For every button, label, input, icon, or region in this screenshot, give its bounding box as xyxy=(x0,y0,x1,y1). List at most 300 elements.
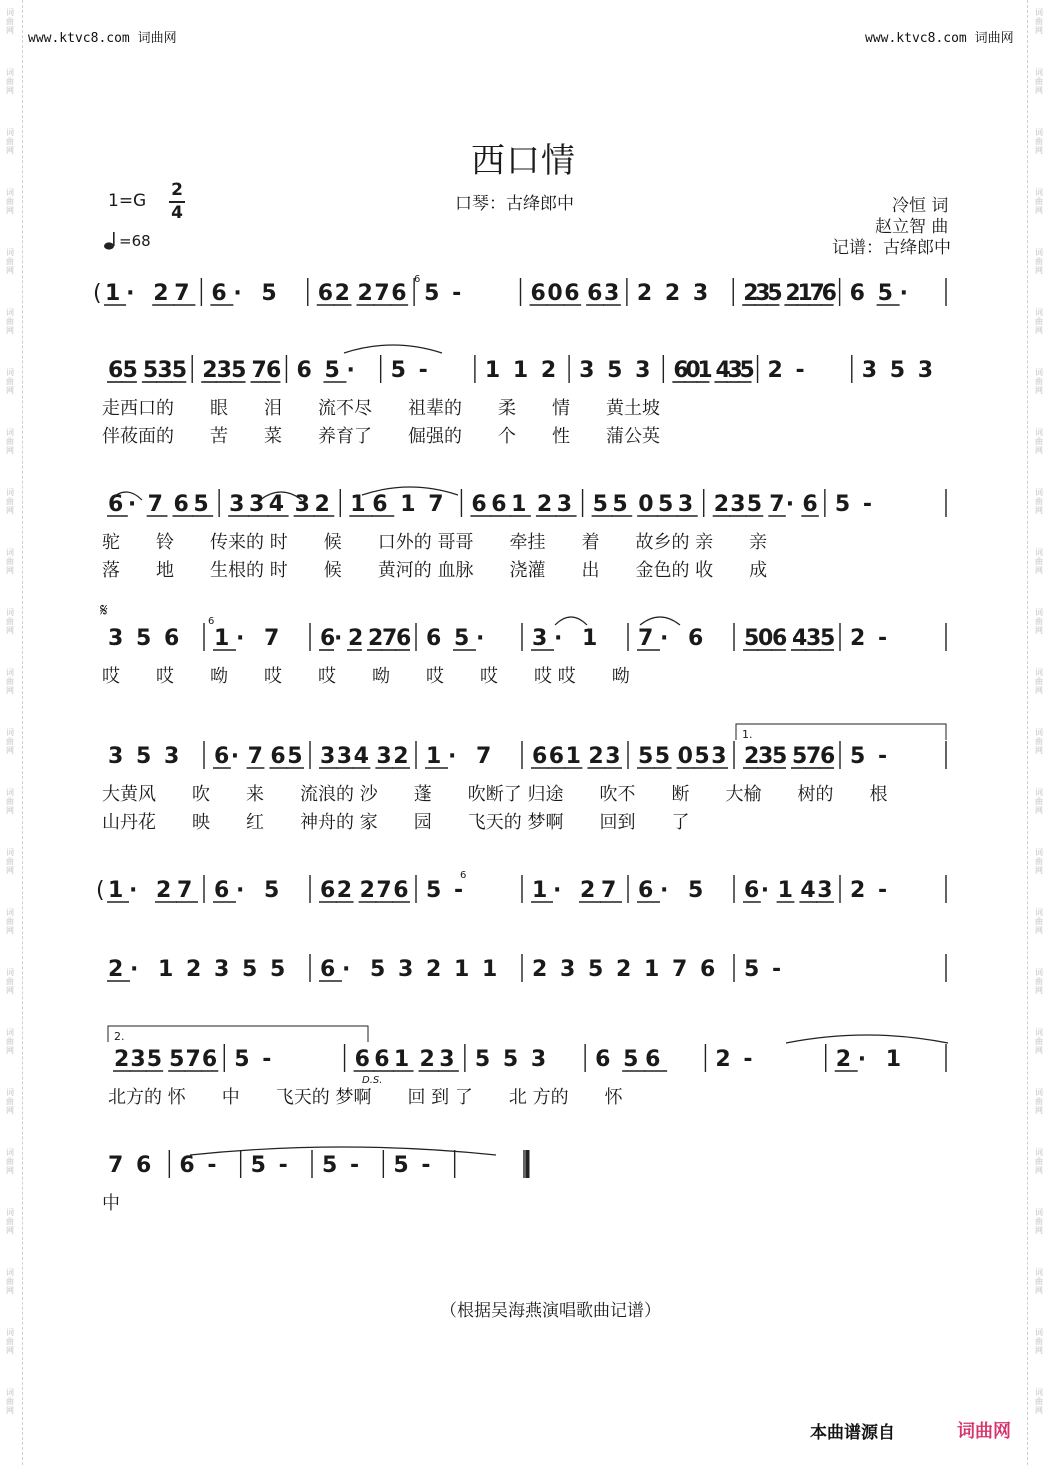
note-glyph: 0 xyxy=(677,744,693,769)
note-glyph: 6 xyxy=(320,626,336,651)
note-glyph: 6 xyxy=(802,492,818,517)
note-glyph: 6 xyxy=(744,878,760,903)
note-glyph: 2 xyxy=(715,1047,731,1072)
note-glyph: - xyxy=(452,281,462,306)
note-glyph: 5 xyxy=(772,744,788,769)
note-glyph: 5 xyxy=(322,1153,338,1178)
note-glyph: 2 xyxy=(636,281,653,306)
right-watermark-mark: 词 曲 网 xyxy=(1035,1148,1043,1175)
grace-note: 6 xyxy=(460,870,467,881)
note-glyph: · xyxy=(346,358,355,383)
note-glyph: 6 xyxy=(173,492,189,517)
note-glyph: 7 xyxy=(809,281,825,306)
note-glyph: 0 xyxy=(685,358,701,383)
right-watermark-mark: 词 曲 网 xyxy=(1035,1268,1043,1295)
note-glyph: 3 xyxy=(711,744,727,769)
note-glyph: 5 xyxy=(744,957,760,982)
note-glyph: · xyxy=(129,878,138,903)
note-glyph: 2 xyxy=(357,281,373,306)
note-glyph: 3 xyxy=(376,744,392,769)
note-glyph: 5 xyxy=(767,281,783,306)
note-glyph: · xyxy=(342,957,351,982)
left-watermark-mark: 词 曲 网 xyxy=(6,1268,14,1295)
time-signature-bottom: 4 xyxy=(171,203,183,223)
note-glyph: 6 xyxy=(201,1047,218,1072)
note-glyph: 6 xyxy=(108,358,124,383)
note-glyph: 1 xyxy=(350,492,366,517)
note-glyph: 6 xyxy=(820,744,836,769)
right-watermark-mark: 词 曲 网 xyxy=(1035,668,1043,695)
note-glyph: · xyxy=(130,957,139,982)
note-glyph: 6 xyxy=(638,878,654,903)
right-watermark-mark: 词 曲 网 xyxy=(1035,68,1043,95)
note-glyph: 2 xyxy=(156,878,172,903)
note-glyph: - xyxy=(350,1153,360,1178)
note-glyph: 5 xyxy=(370,957,386,982)
note-glyph: 3 xyxy=(130,1047,146,1072)
note-glyph: 7 xyxy=(672,957,688,982)
note-glyph: 4 xyxy=(800,878,816,903)
note-glyph: 2 xyxy=(348,626,364,651)
note-glyph: 4 xyxy=(268,492,285,517)
time-signature-top: 2 xyxy=(171,180,183,200)
note-glyph: 5 xyxy=(270,957,286,982)
note-glyph: 5 xyxy=(623,1047,639,1072)
right-watermark-mark: 词 曲 网 xyxy=(1035,548,1043,575)
note-glyph: 1 xyxy=(426,744,442,769)
note-glyph: 5 xyxy=(638,744,654,769)
note-glyph: 5 xyxy=(426,878,442,903)
note-glyph: 2 xyxy=(186,957,202,982)
note-glyph: 1 xyxy=(565,744,581,769)
grace-note: 6 xyxy=(414,274,421,285)
slur-arc xyxy=(190,1147,496,1155)
note-glyph: 6 xyxy=(354,1047,370,1072)
note-glyph: 5 xyxy=(324,358,340,383)
note-glyph: 1 xyxy=(797,281,813,306)
note-glyph: - xyxy=(795,358,805,383)
note-glyph: 1 xyxy=(644,957,660,982)
note-glyph: 5 xyxy=(877,281,893,306)
repeat-paren: ( xyxy=(96,878,105,903)
right-watermark-mark: 词 曲 网 xyxy=(1035,848,1043,875)
note-glyph: 5 xyxy=(612,492,628,517)
note-glyph: 7 xyxy=(476,744,492,769)
note-glyph: 6 xyxy=(821,281,837,306)
note-glyph: 6 xyxy=(391,281,407,306)
note-glyph: - xyxy=(421,1153,431,1178)
grace-note: 6 xyxy=(208,616,215,627)
note-glyph: 3 xyxy=(755,281,771,306)
note-glyph: 6 xyxy=(564,281,580,306)
note-glyph: 6 xyxy=(136,1153,152,1178)
note-glyph: 7 xyxy=(638,626,654,651)
left-watermark-mark: 词 曲 网 xyxy=(6,788,14,815)
note-glyph: 3 xyxy=(758,744,774,769)
note-glyph: 5 xyxy=(250,1153,266,1178)
note-glyph: 3 xyxy=(806,626,822,651)
left-watermark-mark: 词 曲 网 xyxy=(6,428,14,455)
right-watermark-mark: 词 曲 网 xyxy=(1035,428,1043,455)
note-glyph: · xyxy=(334,626,343,651)
note-glyph: - xyxy=(454,878,464,903)
note-glyph: 7 xyxy=(251,358,267,383)
note-glyph: 1 xyxy=(400,492,416,517)
note-glyph: 5 xyxy=(424,281,440,306)
note-glyph: 2 xyxy=(536,492,553,517)
note-glyph: 7 xyxy=(247,744,263,769)
note-glyph: 2 xyxy=(368,626,384,651)
note-glyph: 3 xyxy=(917,358,934,383)
note-glyph: 5 xyxy=(658,492,674,517)
note-glyph: 1 xyxy=(532,878,548,903)
note-glyph: 2 xyxy=(540,358,557,383)
note-glyph: - xyxy=(772,957,782,982)
note-glyph: 2 xyxy=(202,358,218,383)
note-glyph: 1 xyxy=(484,358,501,383)
note-glyph: 5 xyxy=(744,626,760,651)
left-watermark-mark: 词 曲 网 xyxy=(6,848,14,875)
note-glyph: 6 xyxy=(700,957,716,982)
note-glyph: 6 xyxy=(645,1047,661,1072)
song-title: 西口情 xyxy=(471,141,576,181)
note-glyph: 7 xyxy=(769,492,785,517)
note-glyph: 6 xyxy=(164,626,180,651)
left-watermark-mark: 词 曲 网 xyxy=(6,1148,14,1175)
left-watermark-mark: 词 曲 网 xyxy=(6,188,14,215)
note-glyph: 1 xyxy=(511,492,527,517)
note-glyph: 3 xyxy=(216,358,232,383)
note-glyph: 5 xyxy=(261,281,277,306)
note-glyph: 7 xyxy=(147,492,163,517)
note-glyph: 5 xyxy=(694,744,710,769)
note-glyph: 1 xyxy=(158,957,174,982)
segno-icon: 𝄋 xyxy=(100,600,108,621)
slur-arc xyxy=(640,617,680,625)
note-glyph: 1 xyxy=(885,1047,902,1072)
left-watermark-mark: 词 曲 网 xyxy=(6,548,14,575)
left-watermark-mark: 词 曲 网 xyxy=(6,308,14,335)
note-glyph: 1 xyxy=(105,281,121,306)
left-watermark-mark: 词 曲 网 xyxy=(6,1088,14,1115)
note-glyph: 5 xyxy=(474,1047,491,1072)
right-watermark-mark: 词 曲 网 xyxy=(1035,788,1043,815)
note-glyph: 5 xyxy=(454,626,470,651)
volta-2-bracket xyxy=(108,1026,368,1042)
note-glyph: 3 xyxy=(605,744,621,769)
note-glyph: 7 xyxy=(382,626,398,651)
note-glyph: 2 xyxy=(359,878,375,903)
ds-marker: D.S. xyxy=(362,1075,383,1086)
note-glyph: 5 xyxy=(146,1047,163,1072)
transcriber: 记谱：古绛郎中 xyxy=(832,238,951,258)
subtitle: 口琴：古绛郎中 xyxy=(455,194,574,214)
note-glyph: 3 xyxy=(727,358,743,383)
note-glyph: 2 xyxy=(393,744,409,769)
right-watermark-mark: 词 曲 网 xyxy=(1035,188,1043,215)
volta-1-bracket xyxy=(736,724,946,740)
note-glyph: 5 xyxy=(122,358,138,383)
note-glyph: - xyxy=(743,1047,753,1072)
left-watermark-mark: 词 曲 网 xyxy=(6,968,14,995)
note-glyph: 3 xyxy=(556,492,573,517)
note-glyph: 2 xyxy=(580,878,596,903)
note-glyph: 5 xyxy=(193,492,209,517)
key-signature: 1=G xyxy=(108,191,147,211)
left-watermark-mark: 词 曲 网 xyxy=(6,1388,14,1415)
note-glyph: 5 xyxy=(654,744,671,769)
footer-source-label: 本曲谱源自 xyxy=(810,1423,895,1443)
right-watermark-mark: 词 曲 网 xyxy=(1035,908,1043,935)
note-glyph: 3 xyxy=(635,358,651,383)
note-glyph: 7 xyxy=(374,281,390,306)
left-watermark-mark: 词 曲 网 xyxy=(6,1328,14,1355)
note-glyph: 6 xyxy=(396,626,412,651)
left-watermark-mark: 词 曲 网 xyxy=(6,668,14,695)
note-glyph: 6 xyxy=(296,358,312,383)
note-glyph: 5 xyxy=(264,878,280,903)
note-glyph: 3 xyxy=(677,492,694,517)
header-url-left[interactable]: www.ktvc8.com 词曲网 xyxy=(28,31,177,46)
note-glyph: 6 xyxy=(108,492,124,517)
note-glyph: 3 xyxy=(157,358,173,383)
note-glyph: · xyxy=(230,744,240,769)
right-watermark-mark: 词 曲 网 xyxy=(1035,368,1043,395)
note-glyph: 1 xyxy=(454,957,470,982)
note-glyph: 5 xyxy=(889,358,906,383)
note-glyph: 5 xyxy=(746,492,763,517)
note-glyph: - xyxy=(418,358,428,383)
note-glyph: 6 xyxy=(587,281,603,306)
left-watermark-mark: 词 曲 网 xyxy=(6,8,14,35)
note-glyph: 3 xyxy=(532,626,548,651)
note-glyph: 6 xyxy=(426,626,442,651)
note-glyph: 2 xyxy=(419,1047,435,1072)
note-glyph: 5 xyxy=(169,1047,185,1072)
right-watermark-mark: 词 曲 网 xyxy=(1035,8,1043,35)
note-glyph: 6 xyxy=(317,281,334,306)
note-glyph: 2 xyxy=(334,281,350,306)
note-glyph: 3 xyxy=(530,1047,547,1072)
note-glyph: 5 xyxy=(171,358,188,383)
note-glyph: - xyxy=(207,1153,217,1178)
note-glyph: 2 xyxy=(114,1047,130,1072)
lyric-line-1: 大黄风 吹 来 流浪的 沙 蓬 吹断了 归途 吹不 断 大榆 树的 根 xyxy=(102,784,888,805)
note-glyph: 6 xyxy=(532,744,548,769)
note-glyph: · xyxy=(899,281,908,306)
note-glyph: 2 xyxy=(616,957,632,982)
right-watermark-mark: 词 曲 网 xyxy=(1035,1028,1043,1055)
note-glyph: 1 xyxy=(393,1047,410,1072)
note-glyph: 3 xyxy=(439,1047,455,1072)
note-glyph: 2 xyxy=(532,957,548,982)
note-glyph: 3 xyxy=(579,358,595,383)
note-glyph: 5 xyxy=(136,744,152,769)
note-glyph: · xyxy=(236,878,245,903)
note-glyph: · xyxy=(448,744,457,769)
note-glyph: 7 xyxy=(264,626,280,651)
note-glyph: 3 xyxy=(398,957,414,982)
note-glyph: 6 xyxy=(530,281,546,306)
note-glyph: 3 xyxy=(248,492,265,517)
right-watermark-mark: 词 曲 网 xyxy=(1035,968,1043,995)
note-glyph: · xyxy=(127,492,137,517)
note-glyph: · xyxy=(857,1047,867,1072)
note-glyph: 4 xyxy=(792,626,808,651)
note-glyph: 7 xyxy=(177,878,193,903)
note-glyph: 3 xyxy=(817,878,833,903)
note-glyph: 5 xyxy=(820,626,836,651)
repeat-paren: ( xyxy=(93,281,102,306)
right-watermark-mark: 词 曲 网 xyxy=(1035,1088,1043,1115)
note-glyph: 2 xyxy=(850,878,866,903)
note-glyph: 6 xyxy=(688,626,704,651)
note-glyph: · xyxy=(554,626,563,651)
note-glyph: 2 xyxy=(744,744,760,769)
slur-arc xyxy=(344,345,442,353)
right-watermark-mark: 词 曲 网 xyxy=(1035,308,1043,335)
note-glyph: 2 xyxy=(785,281,801,306)
note-glyph: 2 xyxy=(153,281,169,306)
note-glyph: 2 xyxy=(743,281,759,306)
note-glyph: 5 xyxy=(588,957,604,982)
note-glyph: 2 xyxy=(713,492,730,517)
note-glyph: 5 xyxy=(136,626,152,651)
left-watermark-mark: 词 曲 网 xyxy=(6,728,14,755)
header-url-right[interactable]: www.ktvc8.com 词曲网 xyxy=(865,31,1014,46)
lyric-line-2: 山丹花 映 红 神舟的 家 园 飞天的 梦啊 回到 了 xyxy=(102,812,690,833)
note-glyph: 3 xyxy=(294,492,310,517)
lyric-line-1: 走西口的 眼 泪 流不尽 祖辈的 柔 情 黄土坡 xyxy=(102,398,660,419)
left-watermark-mark: 词 曲 网 xyxy=(6,608,14,635)
note-glyph: 5 xyxy=(390,358,406,383)
note-glyph: 6 xyxy=(372,492,388,517)
note-glyph: - xyxy=(878,744,888,769)
note-glyph: · xyxy=(553,878,562,903)
note-glyph: 5 xyxy=(850,744,866,769)
note-glyph: 2 xyxy=(588,744,604,769)
right-watermark-mark: 词 曲 网 xyxy=(1035,1388,1043,1415)
note-glyph: 5 xyxy=(242,957,258,982)
note-glyph: 3 xyxy=(108,744,124,769)
note-glyph: - xyxy=(878,626,888,651)
note-glyph: 6 xyxy=(320,878,336,903)
note-glyph: 3 xyxy=(214,957,230,982)
note-glyph: 1 xyxy=(214,626,230,651)
note-glyph: 2 xyxy=(426,957,442,982)
lyricist: 冷恒 词 xyxy=(892,196,949,216)
footer-brand-logo[interactable]: 词曲网 xyxy=(957,1421,1011,1442)
note-glyph: · xyxy=(476,626,485,651)
note-glyph: 3 xyxy=(108,626,124,651)
note-glyph: · xyxy=(660,878,669,903)
note-glyph: · xyxy=(785,492,795,517)
note-glyph: 6 xyxy=(270,744,286,769)
note-glyph: 2 xyxy=(108,957,124,982)
note-glyph: 0 xyxy=(638,492,654,517)
note-glyph: 6 xyxy=(548,744,565,769)
note-glyph: 4 xyxy=(353,744,369,769)
note-glyph: 3 xyxy=(730,492,746,517)
volta-2-label: 2. xyxy=(114,1030,125,1043)
note-glyph: 1 xyxy=(482,957,498,982)
note-glyph: 6 xyxy=(595,1047,611,1072)
note-glyph: 6 xyxy=(491,492,507,517)
note-glyph: 0 xyxy=(547,281,563,306)
note-glyph: 6 xyxy=(374,1047,390,1072)
lyric-line-1: 驼 铃 传来的 时 候 口外的 哥哥 牵挂 着 故乡的 亲 亲 xyxy=(102,532,768,553)
note-glyph: 3 xyxy=(336,744,353,769)
note-glyph: 5 xyxy=(834,492,851,517)
note-glyph: 2 xyxy=(850,626,866,651)
note-glyph: 7 xyxy=(428,492,444,517)
note-glyph: 2 xyxy=(314,492,330,517)
note-glyph: 1 xyxy=(777,878,793,903)
lyric-line-1: 北方的 怀 中 飞天的 梦啊 回 到 了 北 方的 怀 xyxy=(108,1087,623,1108)
tempo-marking: =68 xyxy=(119,232,151,250)
note-glyph: 7 xyxy=(806,744,822,769)
note-glyph: 7 xyxy=(376,878,392,903)
note-glyph: 6 xyxy=(320,957,336,982)
note-glyph: 6 xyxy=(673,358,689,383)
note-glyph: - xyxy=(262,1047,272,1072)
lyric-line-2: 伴莜面的 苦 菜 养育了 倔强的 个 性 蒲公英 xyxy=(102,426,660,447)
note-glyph: 7 xyxy=(108,1153,124,1178)
note-glyph: 5 xyxy=(142,358,159,383)
note-glyph: 7 xyxy=(185,1047,201,1072)
note-glyph: 3 xyxy=(320,744,336,769)
note-glyph: 3 xyxy=(604,281,620,306)
right-watermark-mark: 词 曲 网 xyxy=(1035,1208,1043,1235)
note-glyph: 2 xyxy=(835,1047,852,1072)
note-glyph: 5 xyxy=(739,358,755,383)
note-glyph: 6 xyxy=(393,878,409,903)
left-watermark-mark: 词 曲 网 xyxy=(6,68,14,95)
note-glyph: 5 xyxy=(231,358,247,383)
note-glyph: 7 xyxy=(174,281,190,306)
note-glyph: · xyxy=(660,626,669,651)
composer: 赵立智 曲 xyxy=(875,217,949,237)
note-glyph: 4 xyxy=(715,358,731,383)
volta-1-label: 1. xyxy=(742,728,753,741)
note-glyph: 2 xyxy=(664,281,681,306)
note-glyph: 2 xyxy=(767,358,783,383)
left-watermark-mark: 词 曲 网 xyxy=(6,908,14,935)
note-glyph: 2 xyxy=(336,878,353,903)
right-watermark-mark: 词 曲 网 xyxy=(1035,488,1043,515)
note-glyph: · xyxy=(760,878,770,903)
note-glyph: 5 xyxy=(688,878,704,903)
lyric-line-2: 落 地 生根的 时 候 黄河的 血脉 浇灌 出 金色的 收 成 xyxy=(102,560,768,581)
left-watermark-mark: 词 曲 网 xyxy=(6,128,14,155)
note-glyph: - xyxy=(278,1153,288,1178)
note-glyph: 5 xyxy=(393,1153,409,1178)
note-glyph: · xyxy=(126,281,135,306)
note-glyph: 5 xyxy=(502,1047,519,1072)
note-glyph: 3 xyxy=(692,281,709,306)
note-glyph: 0 xyxy=(758,626,774,651)
left-watermark-mark: 词 曲 网 xyxy=(6,368,14,395)
left-watermark-mark: 词 曲 网 xyxy=(6,1028,14,1055)
right-watermark-mark: 词 曲 网 xyxy=(1035,248,1043,275)
right-watermark-mark: 词 曲 网 xyxy=(1035,1328,1043,1355)
note-glyph: 3 xyxy=(560,957,576,982)
note-glyph: 1 xyxy=(697,358,713,383)
note-glyph: 6 xyxy=(211,281,227,306)
note-glyph: 5 xyxy=(792,744,808,769)
note-glyph: · xyxy=(233,281,242,306)
note-glyph: - xyxy=(862,492,872,517)
